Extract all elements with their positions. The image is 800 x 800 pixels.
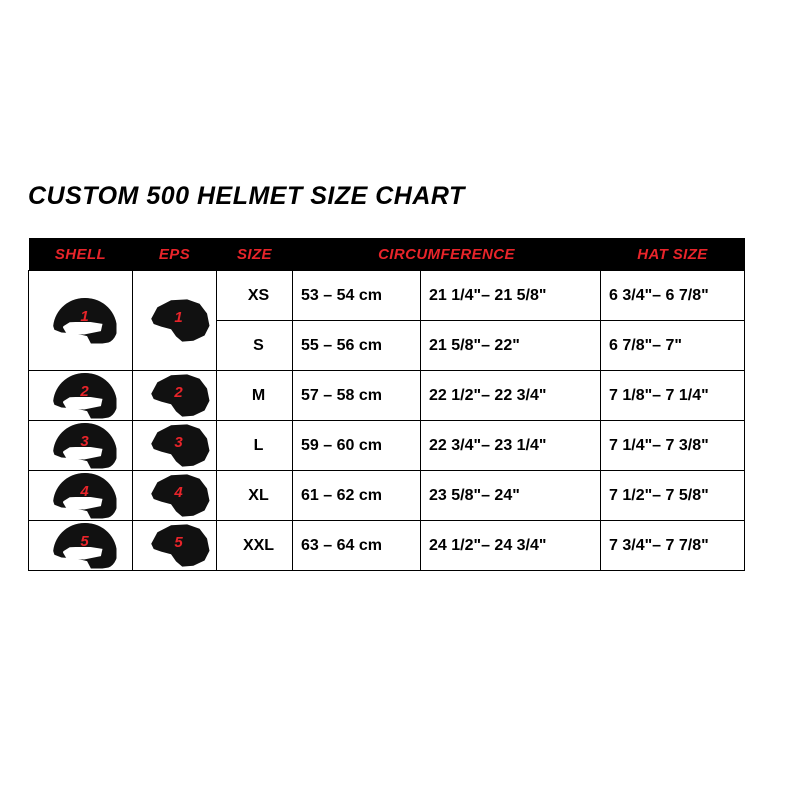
shell-cell-5 — [29, 521, 133, 571]
shell-cell-2 — [29, 371, 133, 421]
eps-number-label: 3 — [174, 433, 183, 451]
hat-size-value: 7 1/8"– 7 1/4" — [601, 371, 745, 421]
shell-number-label: 3 — [80, 432, 89, 450]
size-value: L — [217, 421, 293, 471]
shell-number-label: 2 — [80, 382, 89, 400]
circumference-inch-value: 22 1/2"– 22 3/4" — [421, 371, 601, 421]
table-row — [29, 471, 745, 521]
helmet-size-table — [28, 238, 745, 571]
eps-number-label: 1 — [174, 308, 183, 326]
eps-cell-3 — [133, 421, 217, 471]
circumference-inch-value: 21 1/4"– 21 5/8" — [421, 271, 601, 321]
hat-size-value: 7 3/4"– 7 7/8" — [601, 521, 745, 571]
helmet-shell-icon — [49, 473, 121, 519]
eps-liner-icon — [148, 374, 210, 418]
hat-size-value: 7 1/4"– 7 3/8" — [601, 421, 745, 471]
helmet-shell-icon — [49, 523, 121, 569]
eps-cell-2 — [133, 371, 217, 421]
column-header-hat-size: HAT SIZE — [601, 238, 745, 271]
circumference-inch-value: 21 5/8"– 22" — [421, 321, 601, 371]
shell-number-label: 5 — [80, 532, 89, 550]
table-row — [29, 421, 745, 471]
column-header-size: SIZE — [217, 238, 293, 271]
shell-number-label: 4 — [80, 482, 89, 500]
circumference-inch-value: 24 1/2"– 24 3/4" — [421, 521, 601, 571]
size-value: XXL — [217, 521, 293, 571]
eps-liner-icon — [148, 424, 210, 468]
table-body — [29, 271, 745, 571]
table-row — [29, 521, 745, 571]
page-title: CUSTOM 500 HELMET SIZE CHART — [28, 182, 465, 210]
circumference-cm-value: 55 – 56 cm — [293, 321, 421, 371]
shell-cell-3 — [29, 421, 133, 471]
size-value: XS — [217, 271, 293, 321]
table-row — [29, 371, 745, 421]
table-header-row — [29, 238, 745, 271]
size-value: M — [217, 371, 293, 421]
shell-number-label: 1 — [80, 307, 89, 325]
hat-size-value: 6 7/8"– 7" — [601, 321, 745, 371]
circumference-inch-value: 23 5/8"– 24" — [421, 471, 601, 521]
column-header-circumference: CIRCUMFERENCE — [293, 238, 601, 271]
eps-cell-4 — [133, 471, 217, 521]
circumference-cm-value: 61 – 62 cm — [293, 471, 421, 521]
helmet-shell-icon — [49, 298, 121, 344]
eps-cell-5 — [133, 521, 217, 571]
hat-size-value: 7 1/2"– 7 5/8" — [601, 471, 745, 521]
size-value: S — [217, 321, 293, 371]
eps-cell-1 — [133, 271, 217, 371]
column-header-eps: EPS — [133, 238, 217, 271]
eps-number-label: 2 — [174, 383, 183, 401]
eps-liner-icon — [148, 474, 210, 518]
hat-size-value: 6 3/4"– 6 7/8" — [601, 271, 745, 321]
circumference-inch-value: 22 3/4"– 23 1/4" — [421, 421, 601, 471]
eps-liner-icon — [148, 524, 210, 568]
eps-liner-icon — [148, 299, 210, 343]
helmet-shell-icon — [49, 423, 121, 469]
table-header — [29, 238, 745, 271]
shell-cell-1 — [29, 271, 133, 371]
circumference-cm-value: 59 – 60 cm — [293, 421, 421, 471]
shell-cell-4 — [29, 471, 133, 521]
eps-number-label: 5 — [174, 533, 183, 551]
helmet-shell-icon — [49, 373, 121, 419]
column-header-shell: SHELL — [29, 238, 133, 271]
eps-number-label: 4 — [174, 483, 183, 501]
circumference-cm-value: 63 – 64 cm — [293, 521, 421, 571]
circumference-cm-value: 53 – 54 cm — [293, 271, 421, 321]
circumference-cm-value: 57 – 58 cm — [293, 371, 421, 421]
table-row — [29, 271, 745, 321]
size-value: XL — [217, 471, 293, 521]
